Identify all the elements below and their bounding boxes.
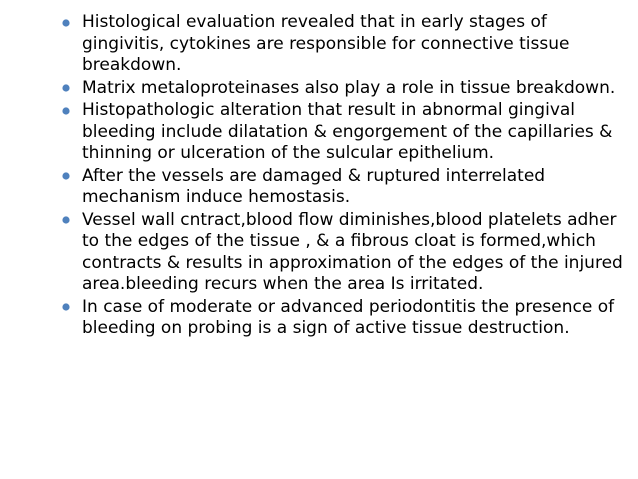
bullet-item (58, 210, 630, 296)
bullet-text: In case of moderate or advanced periodontitis the presence of bleeding on probing is a sign of active tissue destruction. (82, 296, 615, 338)
bullet-item (58, 166, 630, 209)
bullet-text: Histopathologic alteration that result in abnormal gingival bleeding include dilatation & engorgement of the capillaries & thinning or ulceration of the sulcular epithelium. (82, 100, 613, 163)
bullet-item (58, 100, 630, 165)
bullet-icon (59, 78, 73, 100)
bullet-item (58, 12, 630, 77)
bullet-list (58, 12, 630, 341)
bullet-icon (59, 100, 73, 122)
bullet-icon (59, 166, 73, 188)
bullet-text: Matrix metaloproteinases also play a role in tissue breakdown. (82, 77, 616, 98)
bullet-icon (59, 12, 73, 34)
bullet-text: After the vessels are damaged & ruptured interrelated mechanism induce hemostasis. (82, 165, 546, 207)
bullet-icon (59, 297, 73, 319)
bullet-text: Vessel wall cntract,blood flow diminishes,blood platelets adher to the edges of the tissue , & a fibrous cloat is formed,which contracts & results in approximation of the edges of the injured area.bleeding recurs when the area Is irritated. (82, 209, 623, 294)
bullet-item (58, 297, 630, 340)
bullet-item (58, 78, 630, 100)
bullet-icon (59, 210, 73, 232)
bullet-text: Histological evaluation revealed that in early stages of gingivitis, cytokines are responsible for connective tissue breakdown. (82, 12, 570, 75)
